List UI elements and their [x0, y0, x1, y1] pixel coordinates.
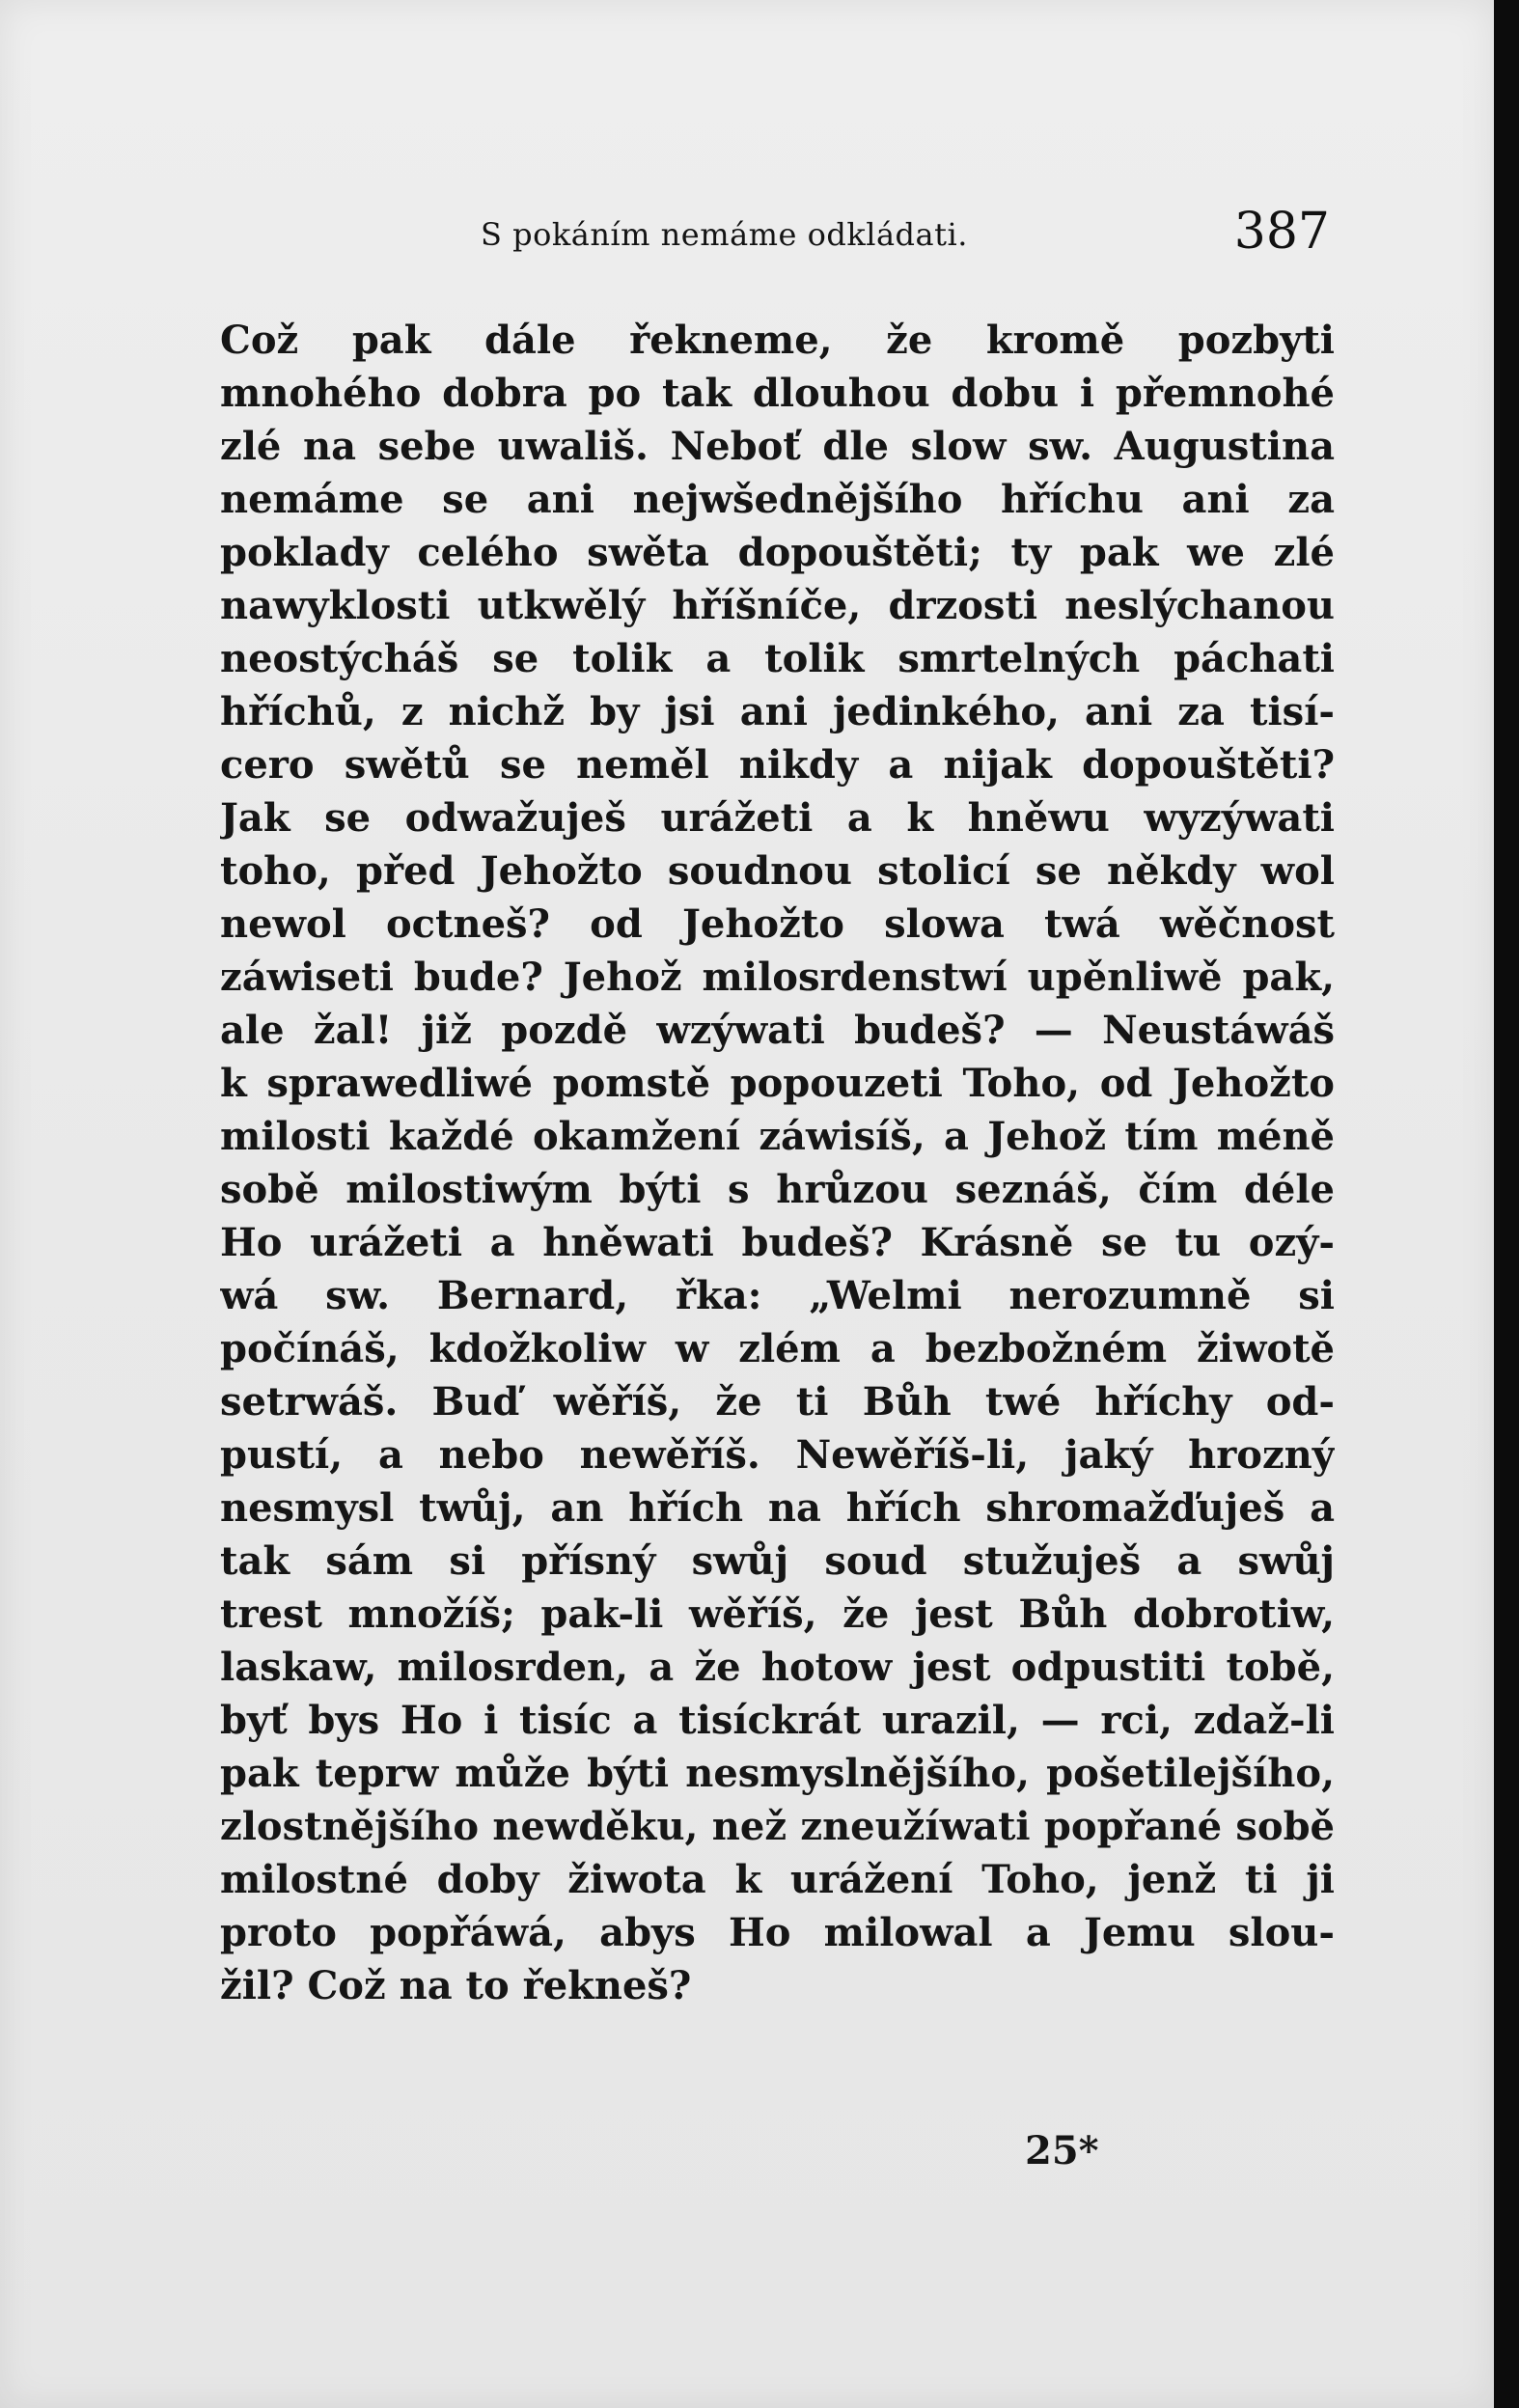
text-line: poklady celého swěta dopouštěti; ty pak we zlé: [220, 530, 1335, 575]
text-line: k sprawedliwé pomstě popouzeti Toho, od Jehožto: [220, 1061, 1335, 1106]
scan-edge: [1494, 0, 1519, 2408]
text-line: Jak se odwažuješ urážeti a k hněwu wyzýwati: [220, 795, 1335, 841]
running-head: S pokáním nemáme odkládati.: [481, 216, 968, 253]
text-line: laskaw, milosrden, a že hotow jest odpustiti tobě,: [220, 1645, 1335, 1690]
text-line: žil? Což na to řekneš?: [220, 1963, 692, 2008]
text-line: proto popřáwá, abys Ho milowal a Jemu slou-: [220, 1910, 1335, 1955]
text-line: sobě milostiwým býti s hrůzou seznáš, čím déle: [220, 1167, 1335, 1212]
text-line: pustí, a nebo newěříš. Newěříš-li, jaký hrozný: [220, 1432, 1335, 1478]
text-line: trest množíš; pak-li wěříš, že jest Bůh dobrotiw,: [220, 1591, 1335, 1637]
text-line: nawyklosti utkwělý hříšníče, drzosti neslýchanou: [220, 583, 1335, 628]
text-line: hříchů, z nichž by jsi ani jedinkého, ani za tisí-: [220, 689, 1335, 734]
page-header: [481, 203, 1330, 270]
text-line: zlé na sebe uwališ. Neboť dle slow sw. Augustina: [220, 424, 1335, 469]
text-line: cero swětů se neměl nikdy a nijak dopouštěti?: [220, 742, 1335, 788]
text-line: tak sám si přísný swůj soud stužuješ a swůj: [220, 1538, 1335, 1584]
text-line: pak teprw může býti nesmyslnějšího, pošetilejšího,: [220, 1751, 1335, 1796]
signature-mark: 25*: [1025, 2128, 1099, 2173]
text-line: ale žal! již pozdě wzýwati budeš? — Neustáwáš: [220, 1008, 1335, 1053]
text-line: nesmysl twůj, an hřích na hřích shromažďuješ a: [220, 1485, 1335, 1531]
text-line: milosti každé okamžení záwisíš, a Jehož tím méně: [220, 1114, 1335, 1159]
text-line: byť bys Ho i tisíc a tisíckrát urazil, — rci, zdaž-li: [220, 1698, 1335, 1743]
text-line: newol octneš? od Jehožto slowa twá wěčnost: [220, 901, 1335, 947]
text-line: záwiseti bude? Jehož milosrdenstwí upěnliwě pak,: [220, 955, 1335, 1000]
text-line: mnohého dobra po tak dlouhou dobu i přemnohé: [220, 371, 1335, 416]
body-text: [220, 314, 1335, 2012]
text-line: nemáme se ani nejwšednějšího hříchu ani za: [220, 477, 1335, 522]
text-line: Ho urážeti a hněwati budeš? Krásně se tu ozý-: [220, 1220, 1335, 1265]
text-line: zlostnějšího newděku, než zneužíwati popřané sobě: [220, 1804, 1335, 1849]
text-line: počínáš, kdožkoliw w zlém a bezbožném žiwotě: [220, 1326, 1335, 1371]
text-line: Což pak dále řekneme, že kromě pozbyti: [220, 318, 1335, 363]
text-line: wá sw. Bernard, řka: „Welmi nerozumně si: [220, 1273, 1335, 1318]
page-number: 387: [1233, 203, 1330, 261]
text-line: toho, před Jehožto soudnou stolicí se někdy wol: [220, 848, 1335, 894]
text-line: milostné doby žiwota k urážení Toho, jenž ti ji: [220, 1857, 1335, 1902]
text-line: setrwáš. Buď wěříš, že ti Bůh twé hříchy od-: [220, 1379, 1335, 1425]
text-line: neostýcháš se tolik a tolik smrtelných páchati: [220, 636, 1335, 681]
